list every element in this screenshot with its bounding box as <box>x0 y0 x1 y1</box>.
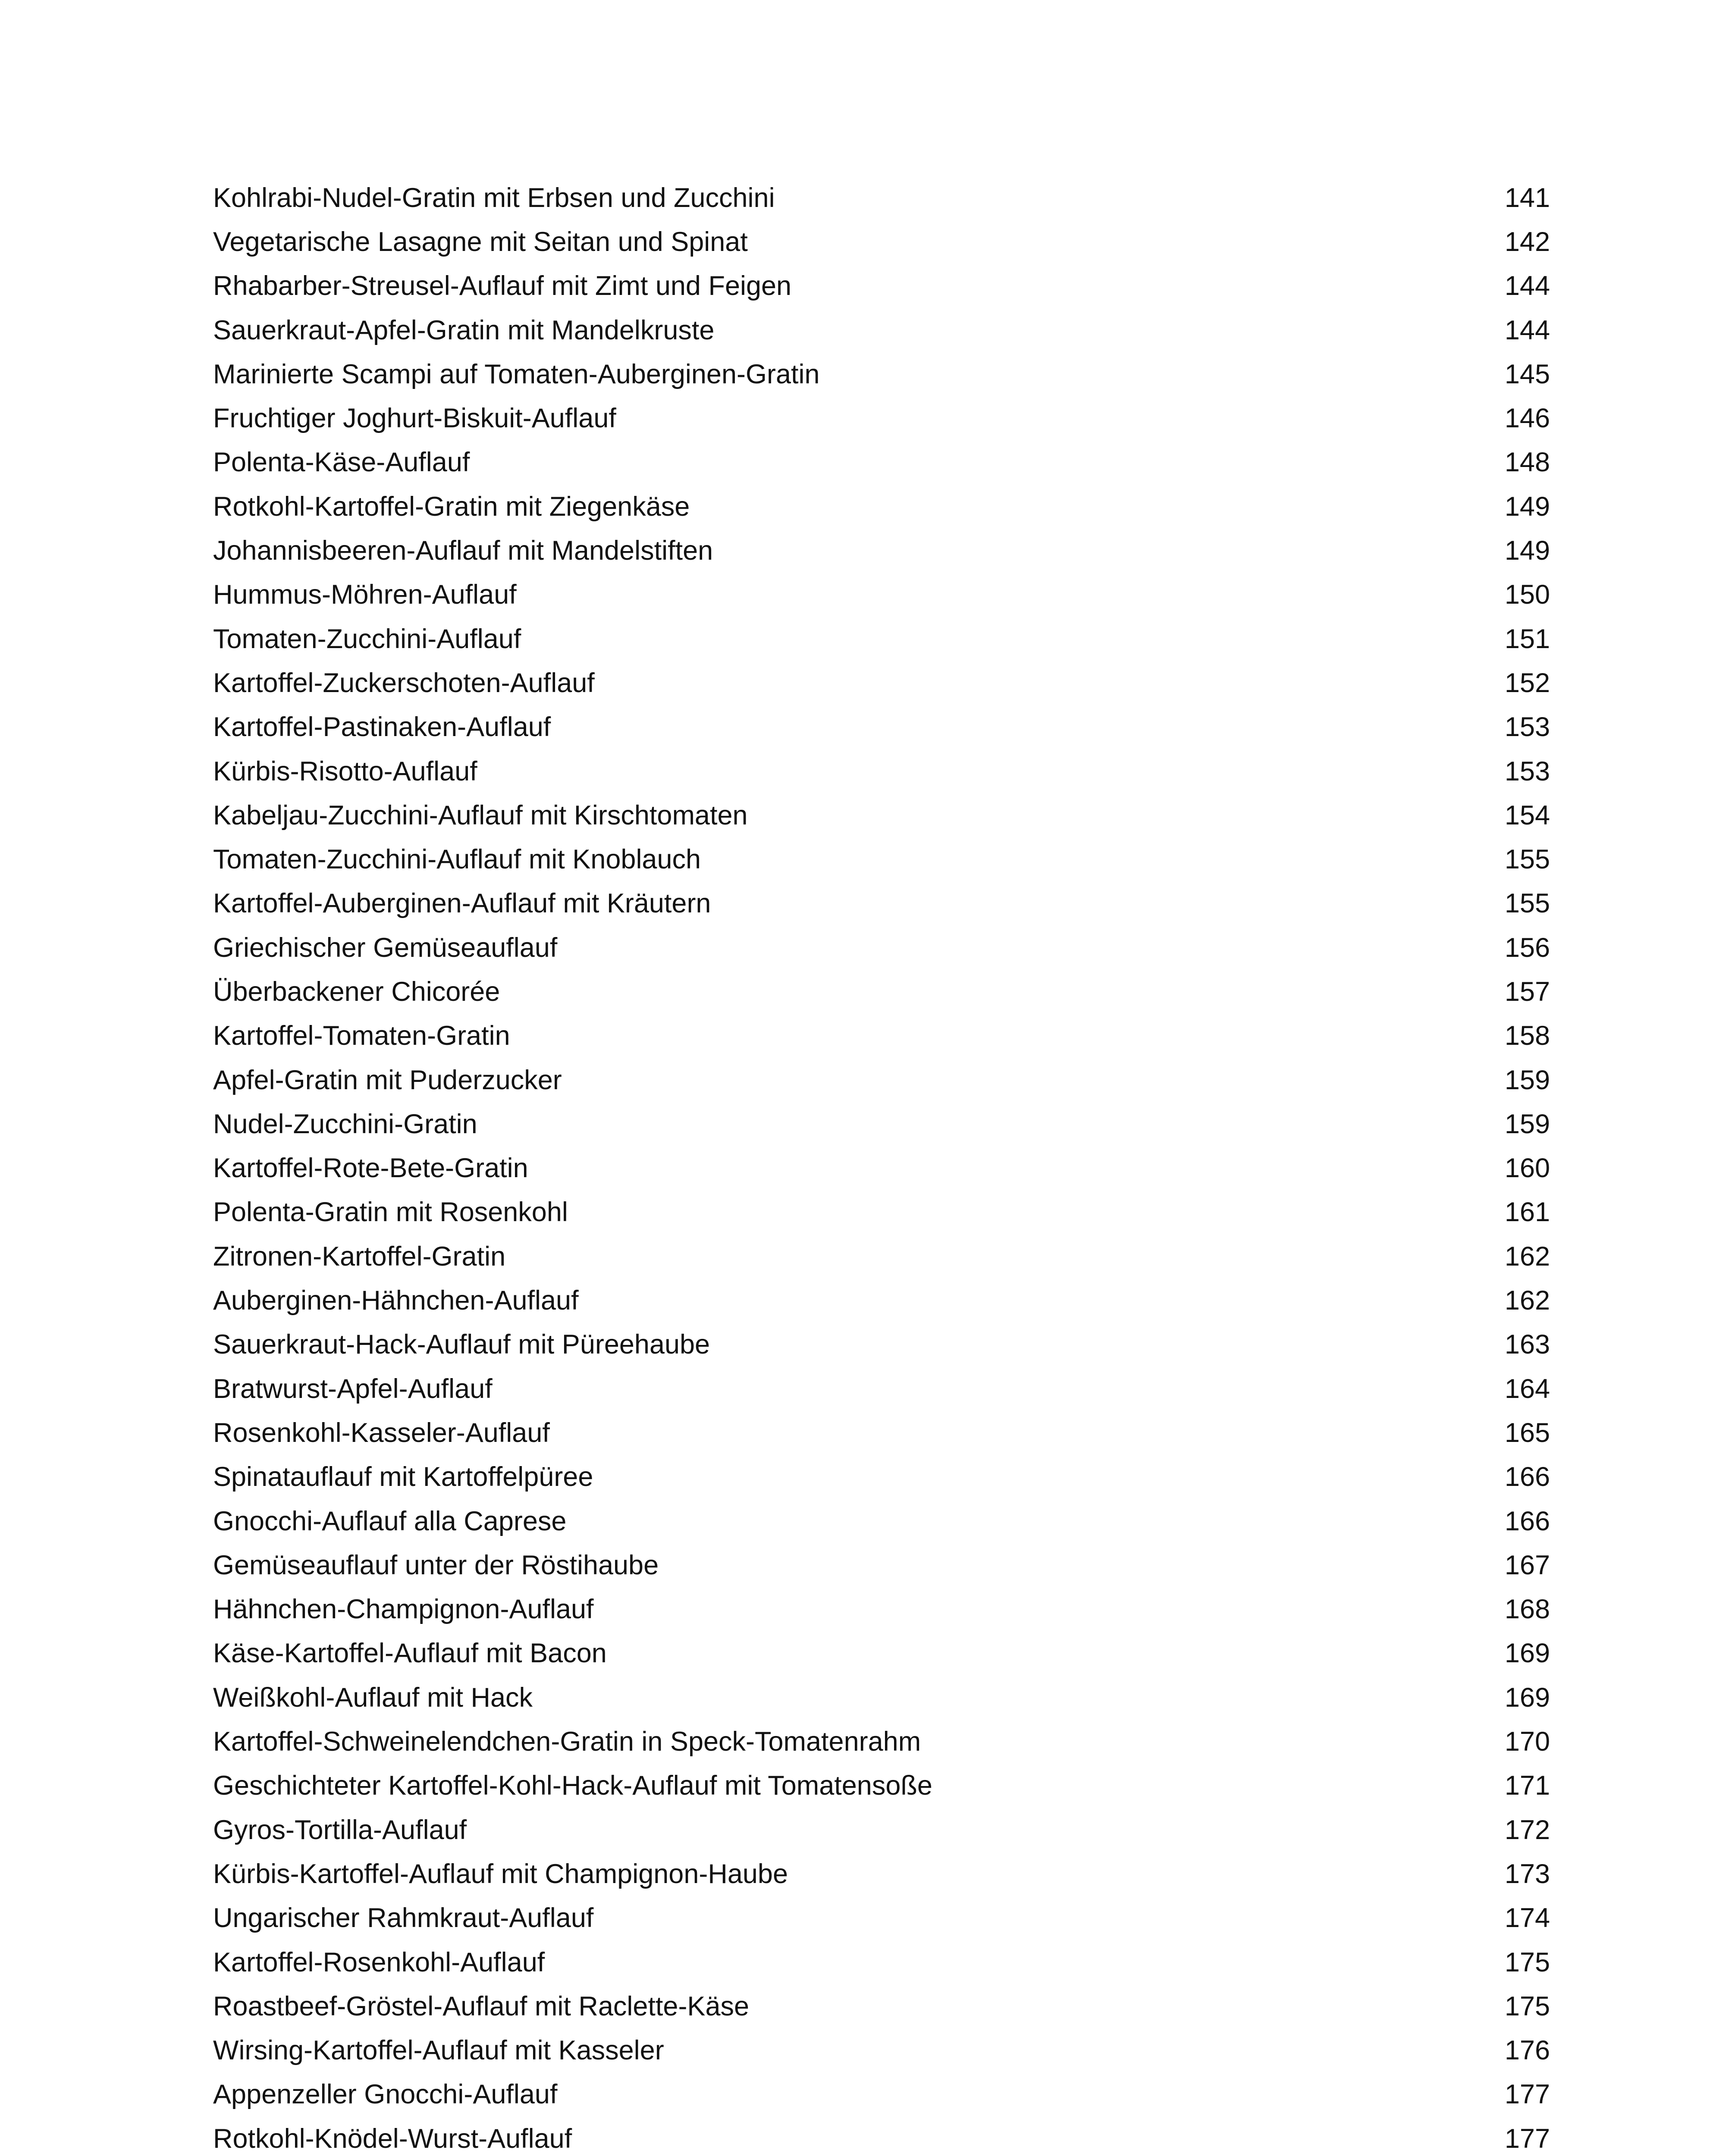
toc-entry <box>213 441 1550 485</box>
toc-entry <box>213 352 1550 396</box>
toc-entry <box>213 1411 1550 1455</box>
toc-entry <box>213 308 1550 352</box>
toc-entry-page: 157 <box>1504 976 1550 1007</box>
toc-entry <box>213 1102 1550 1146</box>
toc-entry <box>213 573 1550 617</box>
toc-entry-page: 167 <box>1504 1550 1550 1580</box>
toc-entry-page: 154 <box>1504 800 1550 830</box>
toc-entry-page: 144 <box>1504 271 1550 301</box>
toc-entry <box>213 1543 1550 1587</box>
toc-entry-title: Spinatauflauf mit Kartoffelpüree <box>213 1462 593 1492</box>
toc-entry-title: Griechischer Gemüseauflauf <box>213 932 558 963</box>
toc-entry-title: Kartoffel-Auberginen-Auflauf mit Kräutern <box>213 888 711 919</box>
toc-entry-title: Marinierte Scampi auf Tomaten-Auberginen-Gratin <box>213 359 820 389</box>
toc-entry-page: 174 <box>1504 1903 1550 1934</box>
toc-entry-title: Bratwurst-Apfel-Auflauf <box>213 1373 493 1404</box>
toc-entry <box>213 1323 1550 1367</box>
toc-entry-page: 152 <box>1504 667 1550 698</box>
toc-entry <box>213 1147 1550 1191</box>
toc-entry-title: Gnocchi-Auflauf alla Caprese <box>213 1506 567 1536</box>
toc-entry-page: 165 <box>1504 1417 1550 1448</box>
toc-entry-title: Nudel-Zucchini-Gratin <box>213 1109 477 1139</box>
toc-entry-title: Hummus-Möhren-Auflauf <box>213 580 517 610</box>
toc-entry <box>213 926 1550 970</box>
toc-entry-page: 163 <box>1504 1329 1550 1360</box>
toc-entry-page: 149 <box>1504 536 1550 566</box>
toc-entry <box>213 705 1550 749</box>
toc-entry-page: 144 <box>1504 315 1550 345</box>
table-of-contents <box>213 176 1550 2156</box>
toc-entry <box>213 749 1550 793</box>
toc-entry <box>213 396 1550 440</box>
toc-entry-page: 175 <box>1504 1947 1550 1977</box>
toc-entry-title: Auberginen-Hähnchen-Auflauf <box>213 1285 579 1316</box>
toc-entry-title: Rosenkohl-Kasseler-Auflauf <box>213 1417 550 1448</box>
toc-entry-title: Polenta-Gratin mit Rosenkohl <box>213 1197 568 1228</box>
toc-entry <box>213 176 1550 220</box>
toc-entry <box>213 1852 1550 1896</box>
toc-entry-title: Sauerkraut-Apfel-Gratin mit Mandelkruste <box>213 315 715 345</box>
toc-entry <box>213 661 1550 705</box>
toc-entry-title: Appenzeller Gnocchi-Auflauf <box>213 2079 558 2110</box>
toc-entry-page: 141 <box>1504 182 1550 213</box>
toc-entry-title: Weißkohl-Auflauf mit Hack <box>213 1682 533 1713</box>
toc-entry <box>213 1367 1550 1411</box>
toc-entry-title: Kürbis-Kartoffel-Auflauf mit Champignon-Haube <box>213 1858 788 1889</box>
toc-entry-title: Kartoffel-Pastinaken-Auflauf <box>213 712 551 743</box>
toc-entry-title: Rotkohl-Knödel-Wurst-Auflauf <box>213 2123 572 2154</box>
toc-entry-page: 153 <box>1504 756 1550 787</box>
toc-entry <box>213 1896 1550 1940</box>
toc-entry-page: 151 <box>1504 624 1550 654</box>
toc-entry-title: Roastbeef-Gröstel-Auflauf mit Raclette-Käse <box>213 1991 750 2021</box>
toc-entry-title: Rhabarber-Streusel-Auflauf mit Zimt und Feigen <box>213 271 792 301</box>
toc-entry-title: Apfel-Gratin mit Puderzucker <box>213 1065 562 1095</box>
toc-entry <box>213 1235 1550 1279</box>
toc-entry-title: Polenta-Käse-Auflauf <box>213 447 470 478</box>
toc-entry-page: 177 <box>1504 2079 1550 2110</box>
toc-entry <box>213 2028 1550 2072</box>
toc-entry-page: 175 <box>1504 1991 1550 2021</box>
toc-entry-page: 162 <box>1504 1241 1550 1272</box>
toc-entry-page: 177 <box>1504 2123 1550 2154</box>
toc-entry-page: 168 <box>1504 1594 1550 1625</box>
toc-entry-page: 155 <box>1504 888 1550 919</box>
toc-entry-page: 142 <box>1504 226 1550 257</box>
toc-entry-title: Ungarischer Rahmkraut-Auflauf <box>213 1903 594 1934</box>
toc-entry <box>213 2117 1550 2156</box>
toc-entry <box>213 529 1550 573</box>
toc-entry <box>213 1720 1550 1764</box>
toc-entry-title: Hähnchen-Champignon-Auflauf <box>213 1594 594 1625</box>
toc-entry-title: Gemüseauflauf unter der Röstihaube <box>213 1550 659 1580</box>
toc-entry <box>213 1588 1550 1632</box>
toc-entry-page: 148 <box>1504 447 1550 478</box>
toc-entry-page: 153 <box>1504 712 1550 743</box>
toc-entry-page: 164 <box>1504 1373 1550 1404</box>
toc-entry-title: Vegetarische Lasagne mit Seitan und Spinat <box>213 226 748 257</box>
toc-entry-page: 161 <box>1504 1197 1550 1228</box>
toc-entry <box>213 485 1550 529</box>
toc-entry-page: 159 <box>1504 1065 1550 1095</box>
toc-entry-page: 166 <box>1504 1462 1550 1492</box>
toc-entry-title: Wirsing-Kartoffel-Auflauf mit Kasseler <box>213 2035 664 2066</box>
toc-entry-title: Fruchtiger Joghurt-Biskuit-Auflauf <box>213 403 616 434</box>
toc-entry-page: 171 <box>1504 1771 1550 1801</box>
toc-entry-page: 169 <box>1504 1682 1550 1713</box>
toc-entry-page: 173 <box>1504 1858 1550 1889</box>
toc-entry-title: Johannisbeeren-Auflauf mit Mandelstiften <box>213 536 713 566</box>
toc-entry <box>213 1940 1550 1984</box>
toc-entry <box>213 1499 1550 1543</box>
toc-entry-page: 156 <box>1504 932 1550 963</box>
toc-entry-title: Sauerkraut-Hack-Auflauf mit Püreehaube <box>213 1329 710 1360</box>
toc-entry <box>213 837 1550 881</box>
toc-entry-title: Tomaten-Zucchini-Auflauf <box>213 624 521 654</box>
toc-entry-title: Kartoffel-Tomaten-Gratin <box>213 1021 510 1051</box>
toc-entry-title: Kürbis-Risotto-Auflauf <box>213 756 477 787</box>
toc-entry <box>213 1014 1550 1058</box>
toc-entry-title: Kohlrabi-Nudel-Gratin mit Erbsen und Zucchini <box>213 182 775 213</box>
toc-entry-title: Zitronen-Kartoffel-Gratin <box>213 1241 506 1272</box>
toc-entry <box>213 1764 1550 1808</box>
toc-entry <box>213 1808 1550 1852</box>
toc-entry-title: Überbackener Chicorée <box>213 976 500 1007</box>
toc-entry-title: Geschichteter Kartoffel-Kohl-Hack-Auflauf mit Tomatensoße <box>213 1771 932 1801</box>
toc-entry <box>213 220 1550 264</box>
toc-entry <box>213 793 1550 837</box>
toc-entry-page: 160 <box>1504 1153 1550 1184</box>
toc-entry-page: 146 <box>1504 403 1550 434</box>
toc-entry <box>213 617 1550 661</box>
toc-entry <box>213 1632 1550 1676</box>
toc-entry <box>213 1676 1550 1720</box>
toc-entry <box>213 1191 1550 1235</box>
toc-entry <box>213 1455 1550 1499</box>
toc-entry-page: 158 <box>1504 1021 1550 1051</box>
toc-entry-page: 162 <box>1504 1285 1550 1316</box>
toc-entry-page: 169 <box>1504 1638 1550 1669</box>
toc-entry-title: Kartoffel-Rote-Bete-Gratin <box>213 1153 528 1184</box>
toc-entry-page: 150 <box>1504 580 1550 610</box>
toc-entry <box>213 264 1550 308</box>
toc-entry-page: 149 <box>1504 491 1550 522</box>
toc-entry-title: Käse-Kartoffel-Auflauf mit Bacon <box>213 1638 607 1669</box>
toc-entry-page: 170 <box>1504 1727 1550 1757</box>
toc-entry-page: 159 <box>1504 1109 1550 1139</box>
toc-entry-title: Kartoffel-Zuckerschoten-Auflauf <box>213 667 595 698</box>
toc-entry-title: Kartoffel-Schweinelendchen-Gratin in Speck-Tomatenrahm <box>213 1727 921 1757</box>
toc-entry-page: 172 <box>1504 1814 1550 1845</box>
toc-entry-page: 166 <box>1504 1506 1550 1536</box>
toc-entry <box>213 2073 1550 2117</box>
toc-entry <box>213 882 1550 926</box>
toc-entry-title: Kabeljau-Zucchini-Auflauf mit Kirschtomaten <box>213 800 748 830</box>
toc-entry-title: Kartoffel-Rosenkohl-Auflauf <box>213 1947 545 1977</box>
toc-entry-page: 145 <box>1504 359 1550 389</box>
toc-entry-title: Rotkohl-Kartoffel-Gratin mit Ziegenkäse <box>213 491 690 522</box>
toc-entry-page: 155 <box>1504 844 1550 875</box>
toc-entry <box>213 1058 1550 1102</box>
toc-entry <box>213 970 1550 1014</box>
toc-entry-title: Tomaten-Zucchini-Auflauf mit Knoblauch <box>213 844 701 875</box>
toc-entry <box>213 1279 1550 1322</box>
toc-entry <box>213 1984 1550 2028</box>
toc-entry-title: Gyros-Tortilla-Auflauf <box>213 1814 467 1845</box>
toc-entry-page: 176 <box>1504 2035 1550 2066</box>
